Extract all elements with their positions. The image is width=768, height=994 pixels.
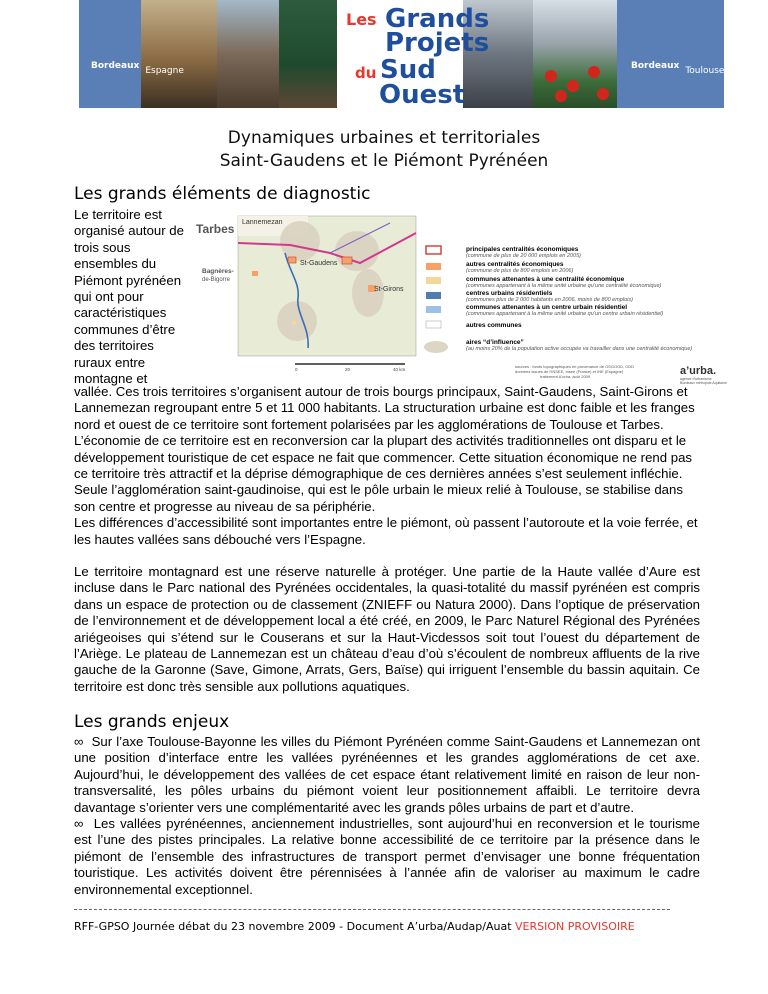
svg-text:centres urbains résidentiels: centres urbains résidentiels — [466, 290, 553, 297]
legend-swatch-4 — [426, 292, 441, 299]
bullet-icon: ∞ — [74, 734, 84, 749]
map-label-lannemezan: Lannemezan — [242, 219, 283, 226]
legend-swatch-7 — [424, 341, 448, 353]
svg-text:principales centralités économ: principales centralités économiques — [466, 246, 579, 253]
document-title: Dynamiques urbaines et territoriales — [227, 128, 541, 148]
aurba-logo: a’urba. — [680, 365, 717, 377]
svg-text:aires “d’influence”: aires “d’influence” — [466, 339, 524, 346]
svg-text:(au moins 20% de la population: (au moins 20% de la population active occupée va travailler dans une centralité économique) — [466, 346, 693, 352]
footer-divider — [74, 909, 670, 910]
map-legend — [424, 246, 692, 353]
territory-map — [190, 213, 768, 388]
document-subtitle: Saint-Gaudens et le Piémont Pyrénéen — [219, 151, 549, 171]
svg-text:agence d’urbanisme: agence d’urbanisme — [680, 377, 712, 381]
legend-swatch-6 — [426, 321, 441, 328]
svg-text:traitement A'urba, août 2009: traitement A'urba, août 2009 — [540, 374, 591, 379]
banner-photo-trees — [279, 0, 337, 108]
svg-text:20: 20 — [345, 367, 351, 372]
town-marker-bagneres — [252, 271, 258, 276]
map-label-bagneres-2: de-Bigorre — [202, 277, 231, 283]
banner-label-bordeaux-toulouse: Bordeaux Toulouse — [631, 61, 724, 76]
intro-text: Le territoire est organisé autour de trois sous ensembles du Piémont pyrénéen qui ont pour caractéristiques communes d’être des territoires ruraux entre montagne et — [74, 207, 184, 387]
section-heading-enjeux: Les grands enjeux — [74, 712, 230, 732]
banner-label-bordeaux-espagne: Bordeaux Espagne — [91, 61, 184, 76]
svg-text:40 km: 40 km — [393, 367, 406, 372]
section-heading-diagnostic: Les grands éléments de diagnostic — [74, 184, 371, 204]
svg-text:communes attenantes à une cent: communes attenantes à une centralité économique — [466, 276, 625, 283]
enjeux-list — [74, 734, 700, 898]
influence-area-st-girons — [352, 269, 384, 317]
svg-text:(commune de plus de 20 000 emp: (commune de plus de 20 000 emplois en 2005) — [466, 253, 581, 259]
version-label: VERSION PROVISOIRE — [515, 920, 635, 933]
legend-swatch-5 — [426, 306, 441, 313]
diagnostic-paragraph-2: Le territoire montagnard est une réserve naturelle à protéger. Une partie de la Haute vallée d’Aure est incluse dans le Parc national des Pyrénées occidentales, la quasi-totalité du massif pyrénéen est compris dans un espace de protection ou de classement (ZNIEFF ou Natura 2000). Dans l’optique de préservation de l’environnement et de développement local a été créé, en 2009, le Parc Naturel Régional des Pyrénées ariégeoises qui s’étend sur le Couserans et sur la Haut-Vicdessos soit tout l’ouest du département de l’Ariège. Le plateau de Lannemezan est un château d’eau d’où s’écoulent de nombreux affluents de la rive gauche de la Garonne (Save, Gimone, Arrats, Gers, Baïse) qui irriguent l’ensemble du bassin aquitain. Ce territoire est donc très sensible aux pollutions aquatiques. — [74, 564, 700, 694]
legend-swatch-3 — [426, 277, 441, 284]
diagnostic-paragraph-1 — [74, 384, 700, 548]
svg-text:0: 0 — [295, 367, 298, 372]
svg-text:(communes plus de 2 000 habita: (communes plus de 2 000 habitants en 2006, moins de 800 emplois) — [466, 297, 633, 303]
svg-text:communes attenantes à un centr: communes attenantes à un centre urbain résidentiel — [466, 304, 628, 311]
banner-photo-train — [141, 0, 217, 108]
town-marker-lannemezan — [288, 257, 296, 263]
map-label-tarbes: Tarbes — [196, 222, 235, 236]
legend-swatch-1 — [426, 246, 441, 254]
map-label-st-gaudens: St-Gaudens — [300, 260, 338, 267]
legend-swatch-2 — [426, 263, 441, 270]
svg-text:(communes appartenant à la mêm: (communes appartenant à la même unité urbaine qu’une centralité économique) — [466, 283, 662, 289]
svg-text:(commune de plus de 800 emploi: (commune de plus de 800 emplois en 2006) — [466, 268, 574, 274]
enjeux-bullet-1: ∞ Sur l’axe Toulouse-Bayonne les villes du Piémont Pyrénéen comme Saint-Gaudens et Lannemezan ont une position d’interface entre les vallées pyrénéennes et les grandes agglomérations de cet axe. Aujourd’hui, le développement des vallées de cet espace étant relativement limité en raison de leur non-transversalité, les pôles urbains du piémont voient leur positionnement affaibli. Le territoire devra davantage s’orienter vers une complémentarité avec les grands pôles urbains de part et d’autre. — [74, 734, 700, 815]
header-banner: Bordeaux Espagne Bordeaux Toulouse Les Grands Projets du Sud Ouest — [79, 0, 724, 108]
enjeux-bullet-2: ∞ Les vallées pyrénéennes, anciennement industrielles, sont aujourd’hui en reconversion et le tourisme est l’une des pistes principales. La relative bonne accessibilité de ce territoire par la présence dans le piémont de l’ensemble des infrastructures de transport permet d’envisager une bonne fréquentation touristique. Les activités doivent être pérennisées à l’année afin de valoriser au maximum le cadre environnemental exceptionnel. — [74, 816, 701, 897]
diagnostic-paragraph-1-text: vallée. Ces trois territoires s’organisent autour de trois bourgs principaux, Saint-Gaudens, Saint-Girons et Lannemezan regroupant entre 5 et 11 000 habitants. La structuration urbaine est donc faible et les franges nord et ouest de ce territoire sont fortement polarisées par les agglomérations de Toulouse et Tarbes. L’économie de ce territoire est en reconversion car la plupart des activités traditionnelles ont disparu et le développement touristique de cet espace ne fait que commencer. Cette situation économique ne rend pas ce territoire très attractif et la déprise démographique de ces dernières années s’est seulement infléchie. Seule l’agglomération saint-gaudinoise, qui est le pôle urbain le mieux relié à Toulouse, se stabilise dans son centre et progresse au niveau de sa périphérie. — [74, 384, 695, 514]
diagnostic-paragraph-1b-text: Les différences d’accessibilité sont importantes entre le piémont, où passent l’autoroute et la voie ferrée, et les hautes vallées sans débouché vers l’Espagne. — [74, 515, 698, 547]
influence-area-st-gaudens — [335, 231, 379, 271]
svg-text:(communes appartenant à la mêm: (communes appartenant à la même unité urbaine qu’un centre urbain résidentiel) — [466, 311, 664, 317]
svg-text:données issues de l’INSEE, Ins: données issues de l’INSEE, Insee (France) et INE (Espagne) — [515, 369, 624, 374]
influence-area-south — [277, 301, 317, 341]
banner-photo-people — [217, 0, 279, 108]
bullet-icon: ∞ — [74, 816, 84, 832]
map-label-bagneres: Bagnères- — [202, 268, 234, 275]
map-label-st-girons: St-Girons — [374, 286, 404, 293]
svg-text:autres communes: autres communes — [466, 322, 522, 329]
svg-text:sources : fonds topographiques: sources : fonds topographiques en provenance de OSGOOD, ODD — [515, 364, 635, 369]
page-footer: RFF-GPSO Journée débat du 23 novembre 2009 - Document A’urba/Audap/Auat VERSION PROVISOIRE — [74, 920, 635, 933]
town-marker-st-gaudens — [342, 257, 352, 264]
svg-text:autres centralités économiques: autres centralités économiques — [466, 261, 564, 268]
svg-text:Bordeaux métropole Aquitaine: Bordeaux métropole Aquitaine — [680, 381, 727, 385]
banner-photo-poppies — [533, 0, 617, 108]
